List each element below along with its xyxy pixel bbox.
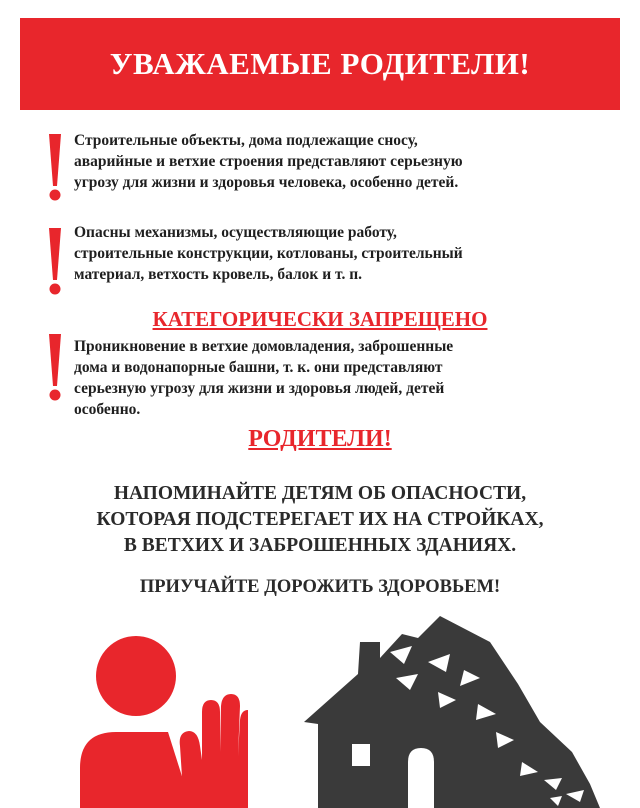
exclamation-icon xyxy=(44,332,66,402)
ruined-house-icon xyxy=(300,612,605,808)
warning-text-2: Опасны механизмы, осуществляющие работу, строительные конструкции, котлованы, строительный материал, ветхость кровель, балок и т. п. xyxy=(74,224,463,283)
exclamation-icon xyxy=(44,132,66,202)
header-banner xyxy=(20,18,620,110)
reminder-text: НАПОМИНАЙТЕ ДЕТЯМ ОБ ОПАСНОСТИ, КОТОРАЯ ПОДСТЕРЕГАЕТ ИХ НА СТРОЙКАХ, В ВЕТХИХ И ЗАБРОШЕННЫХ ЗДАНИЯХ. xyxy=(96,483,544,556)
banner-title: УВАЖАЕМЫЕ РОДИТЕЛИ! xyxy=(109,46,531,81)
exclamation-icon xyxy=(44,226,66,296)
warning-text-3: Проникновение в ветхие домовладения, заброшенные дома и водонапорные башни, т. к. они представляют серьезную угрозу для жизни и здоровья людей, детей особенно. xyxy=(74,338,454,418)
warning-text-1: Строительные объекты, дома подлежащие сносу, аварийные и ветхие строения представляют серьезную угрозу для жизни и здоровья человека, особенно детей. xyxy=(74,132,463,191)
parents-heading: РОДИТЕЛИ! xyxy=(248,426,392,452)
prohibited-heading: КАТЕГОРИЧЕСКИ ЗАПРЕЩЕНО xyxy=(152,307,488,331)
health-slogan: ПРИУЧАЙТЕ ДОРОЖИТЬ ЗДОРОВЬЕМ! xyxy=(139,577,501,597)
stop-person-icon xyxy=(78,628,248,808)
